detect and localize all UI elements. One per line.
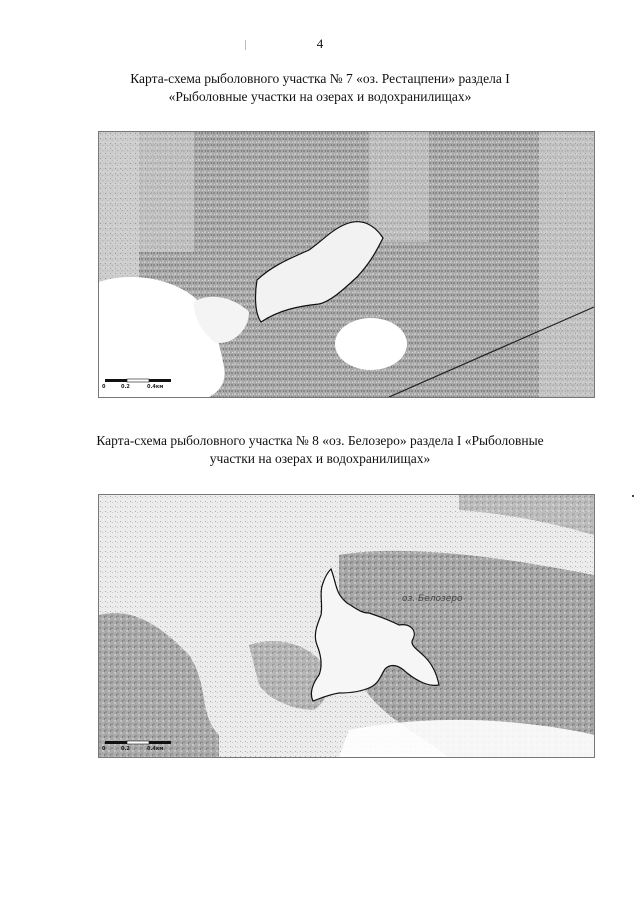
caption-line: Карта-схема рыболовного участка № 7 «оз. Рестацпени» раздела I <box>130 71 510 86</box>
scale-label: 0.4км <box>147 746 164 752</box>
fishing-area-map-8 <box>98 494 595 758</box>
scan-speck <box>632 495 634 497</box>
caption-line: Карта-схема рыболовного участка № 8 «оз. Белозеро» раздела I «Рыболовные <box>96 433 544 448</box>
page-number: 4 <box>316 36 324 51</box>
fishing-area-map-7 <box>98 131 595 398</box>
lake-label: оз. Белозеро <box>402 594 463 604</box>
scan-speck <box>245 40 246 50</box>
caption-line: участки на озерах и водохранилищах» <box>209 451 431 466</box>
scale-label: 0 <box>102 746 106 752</box>
map-caption-1 <box>60 70 580 106</box>
scale-label: 0 <box>102 384 106 390</box>
scale-label: 0.2 <box>121 384 130 390</box>
map-7-image <box>99 132 594 397</box>
map-8-image <box>99 495 594 757</box>
scale-label: 0.4км <box>147 384 164 390</box>
scale-label: 0.2 <box>121 746 130 752</box>
map-caption-2 <box>60 432 580 468</box>
caption-line: «Рыболовные участки на озерах и водохранилищах» <box>168 89 472 104</box>
